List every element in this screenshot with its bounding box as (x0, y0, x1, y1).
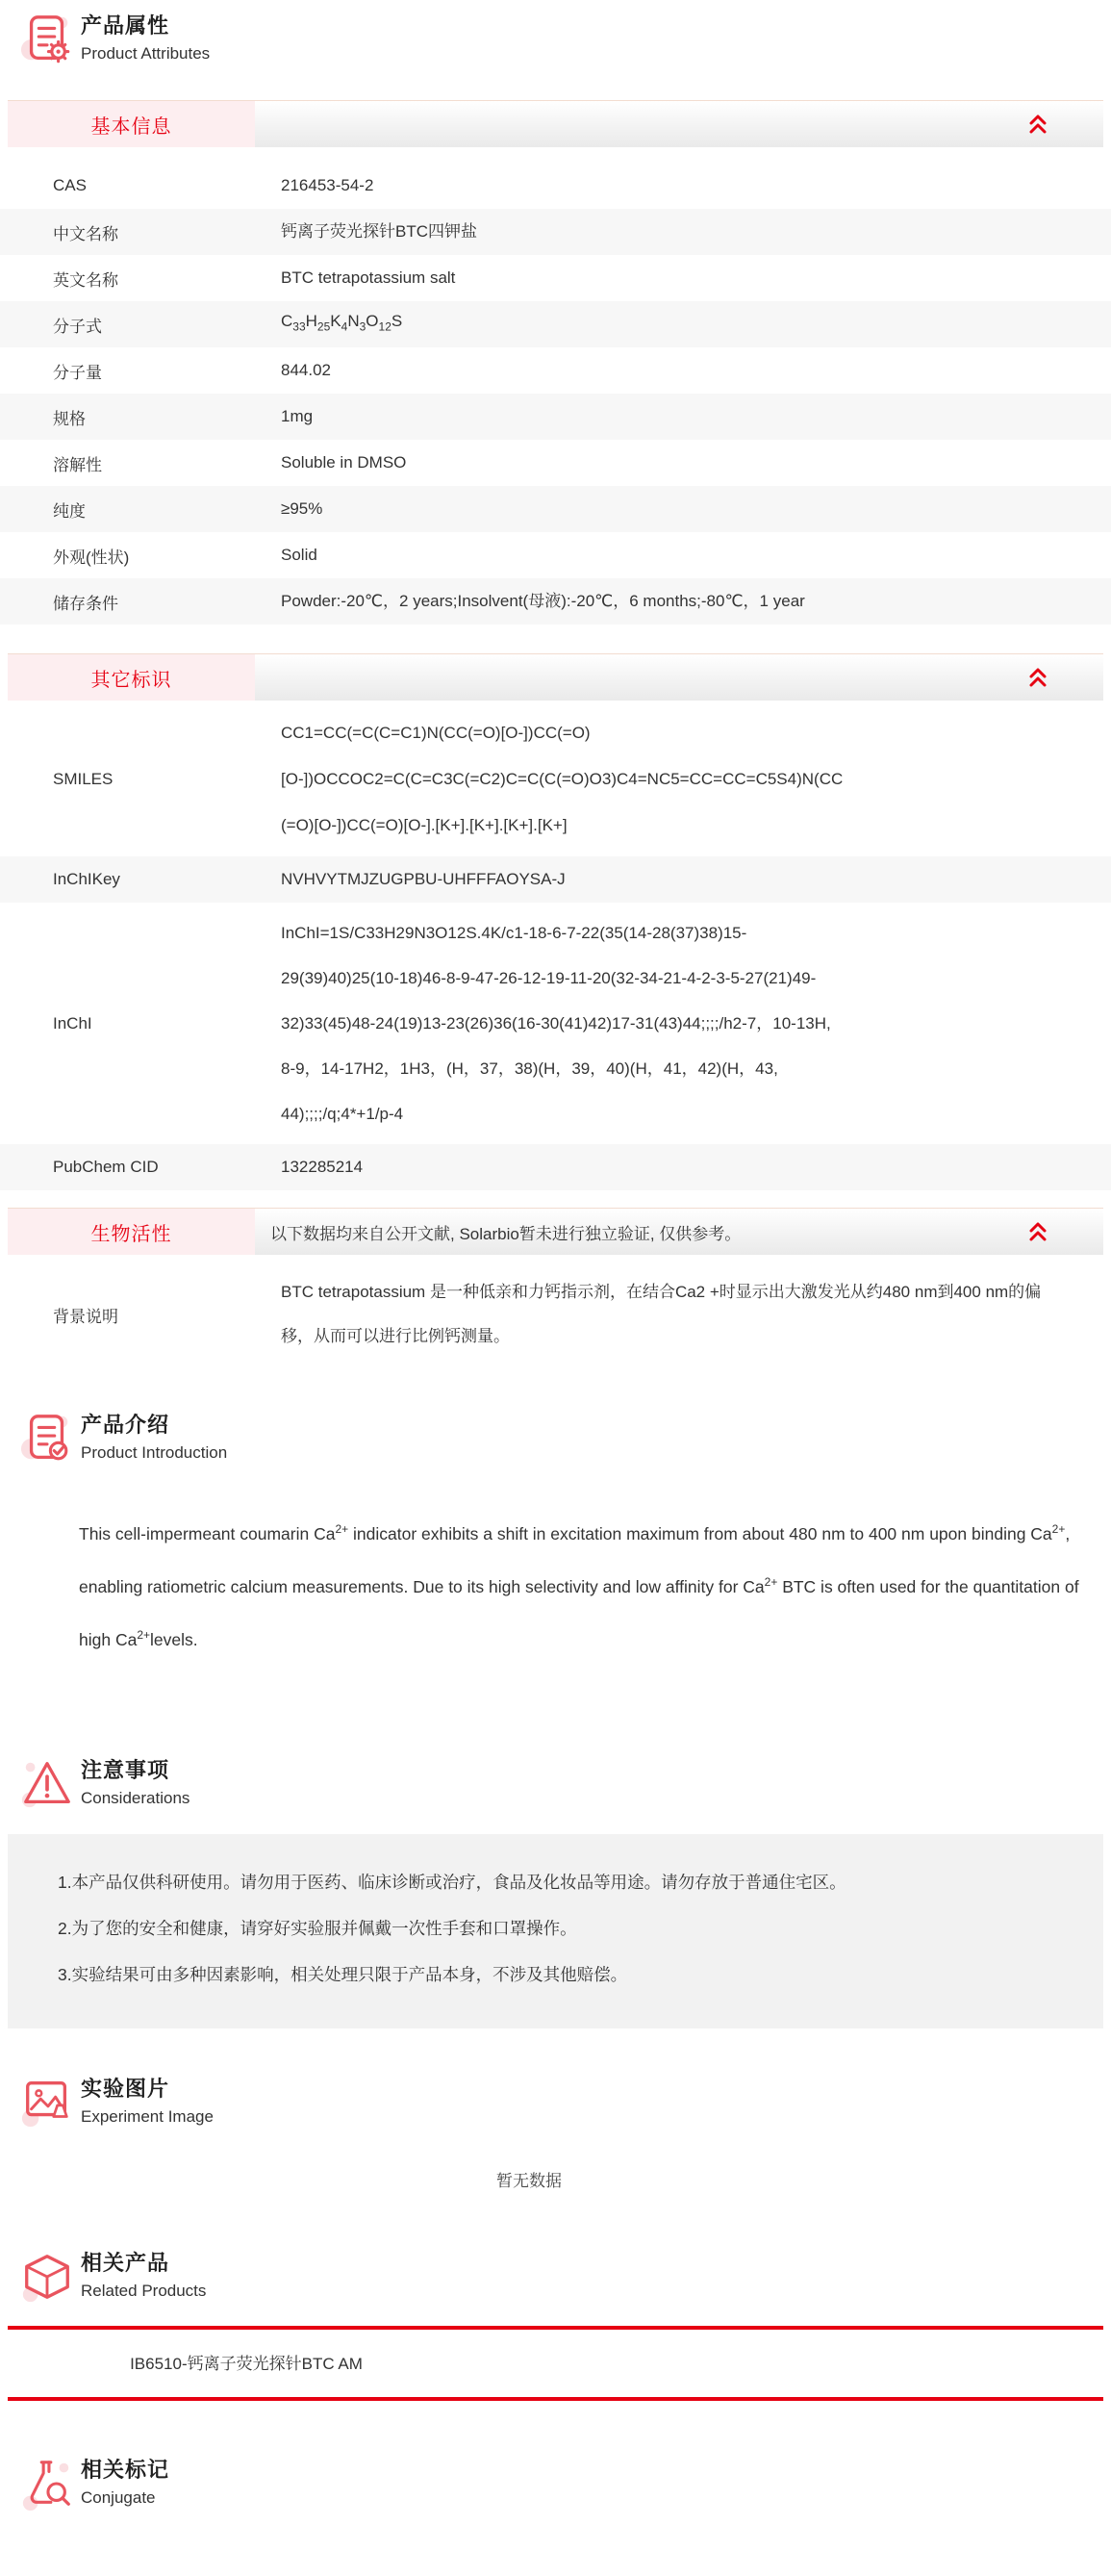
table-row: SMILES CC1=CC(=C(C=C1)N(CC(=O)[O-])CC(=O) [O-])OCCOC2=C(C=C3C(=C2)C=C(C(=O)O3)C4=NC5=CC=CC=C5S4)N(CC (=O)[O-])CC(=O)[O-].[K+].[K+].[K+].[K+] (53, 724, 844, 834)
related-products-header (0, 2247, 1111, 2307)
experiment-image-header (0, 2073, 1111, 2132)
cube-icon (19, 2247, 75, 2307)
section-title: 相关标记 (81, 2458, 170, 2483)
table-row: 储存条件 Powder:-20℃，2 years;Insolvent(母液):-20℃，6 months;-80℃，1 year (0, 578, 1111, 625)
related-products-table (8, 2326, 1103, 2401)
table-row: InChI InChI=1S/C33H29N3O12S.4K/c1-18-6-7-22(35(14-28(37)38)15- 29(39)40)25(10-18)46-8-9-47-26-12-19-11-20(32-34-21-4-2-3-5-27(21)49- 32)33(45)48-24(19)13-23(26)36(16-30(41)42)17-31(43)44;;;;/h2-7，10-13H, 8-9，14-17H2，1H3，(H，37，38)(H，39，40)(H，41，42)(H，43, 44);;;;/q;4*+1/p-4 (53, 924, 831, 1123)
picture-icon (19, 2073, 75, 2132)
table-row: 纯度 ≥95% (0, 486, 1111, 532)
consideration-item: 3.实验结果可由多种因素影响，相关处理只限于产品本身，不涉及其他赔偿。 (58, 1965, 628, 1985)
document-check-icon (19, 1409, 75, 1468)
conjugate-header (0, 2454, 1111, 2513)
collapse-icon[interactable] (1028, 114, 1048, 135)
basic-info-table (0, 163, 1111, 625)
background-note-row: 背景说明 BTC tetrapotassium 是一种低亲和力钙指示剂，在结合Ca2 +时显示出大激发光从约480 nm到400 nm的偏移，从而可以进行比例钙测量。 (53, 1283, 1042, 1345)
table-row: PubChem CID 132285214 (0, 1144, 1111, 1190)
section-tab-bioactivity: 生物活性 (8, 1209, 255, 1255)
collapse-icon[interactable] (1028, 1221, 1048, 1242)
table-row: CAS 216453-54-2 (53, 176, 374, 194)
warning-triangle-icon (19, 1754, 75, 1814)
table-row: InChIKey NVHVYTMJZUGPBU-UHFFFAOYSA-J (0, 856, 1111, 903)
section-subtitle: Considerations (81, 1789, 190, 1808)
considerations-box (8, 1834, 1103, 2028)
table-row: 溶解性 Soluble in DMSO (53, 453, 407, 474)
section-bar-other-ids (8, 653, 1103, 701)
flask-search-icon (19, 2454, 75, 2513)
bioactivity-disclaimer: 以下数据均来自公开文献, Solarbio暂未进行独立验证, 仅供参考。 (270, 1224, 742, 1243)
consideration-item: 1.本产品仅供科研使用。请勿用于医药、临床诊断或治疗，食品及化妆品等用途。请勿存放于普通住宅区。 (58, 1873, 846, 1893)
document-gear-icon (19, 10, 75, 69)
table-row: 分子式 $C_{33}H_{25}K_4N_3O_{12}S$ (0, 301, 1111, 347)
section-tab-other-ids: 其它标识 (8, 654, 255, 701)
section-subtitle: Experiment Image (81, 2107, 214, 2127)
collapse-icon[interactable] (1028, 667, 1048, 688)
no-data-text: 暂无数据 (496, 2172, 562, 2191)
table-row: 中文名称 钙离子荧光探针BTC四钾盐 (0, 209, 1111, 255)
section-tab-basic-info: 基本信息 (8, 101, 255, 147)
section-subtitle: Product Introduction (81, 1443, 228, 1462)
section-title: 注意事项 (81, 1758, 170, 1783)
page-subtitle: Product Attributes (81, 44, 211, 63)
section-title: 产品介绍 (81, 1413, 170, 1437)
section-subtitle: Conjugate (81, 2488, 156, 2508)
page-title: 产品属性 (81, 13, 170, 38)
table-row: 英文名称 BTC tetrapotassium salt (53, 268, 456, 290)
section-title: 实验图片 (81, 2077, 170, 2102)
introduction-paragraph: This cell-impermeant coumarin $Ca^{2+}$ indicator exhibits a shift in excitation maximum from about 480 nm to 400 nm upon binding $Ca^{2+}$, enabling ratiometric calcium measurements. Due to its high selectivity and low affinity for $Ca^{2+}$ BTC is often used for the quantitation of high $Ca^{2+}levels$. (79, 1522, 1079, 1649)
section-subtitle: Related Products (81, 2282, 207, 2301)
considerations-header (0, 1754, 1111, 1814)
table-row: 分子量 844.02 (53, 361, 331, 382)
product-attributes-header (0, 0, 1111, 69)
section-title: 相关产品 (81, 2251, 170, 2276)
product-introduction-header (0, 1409, 1111, 1468)
other-ids-table (0, 702, 1111, 1190)
related-product-link[interactable]: IB6510-钙离子荧光探针BTC AM (130, 2355, 363, 2374)
table-row: 规格 1mg (0, 394, 1111, 440)
consideration-item: 2.为了您的安全和健康，请穿好实验服并佩戴一次性手套和口罩操作。 (58, 1919, 577, 1939)
table-row: 外观(性状) Solid (53, 546, 317, 567)
section-bar-basic-info (8, 100, 1103, 147)
section-bar-bioactivity (8, 1208, 1103, 1255)
